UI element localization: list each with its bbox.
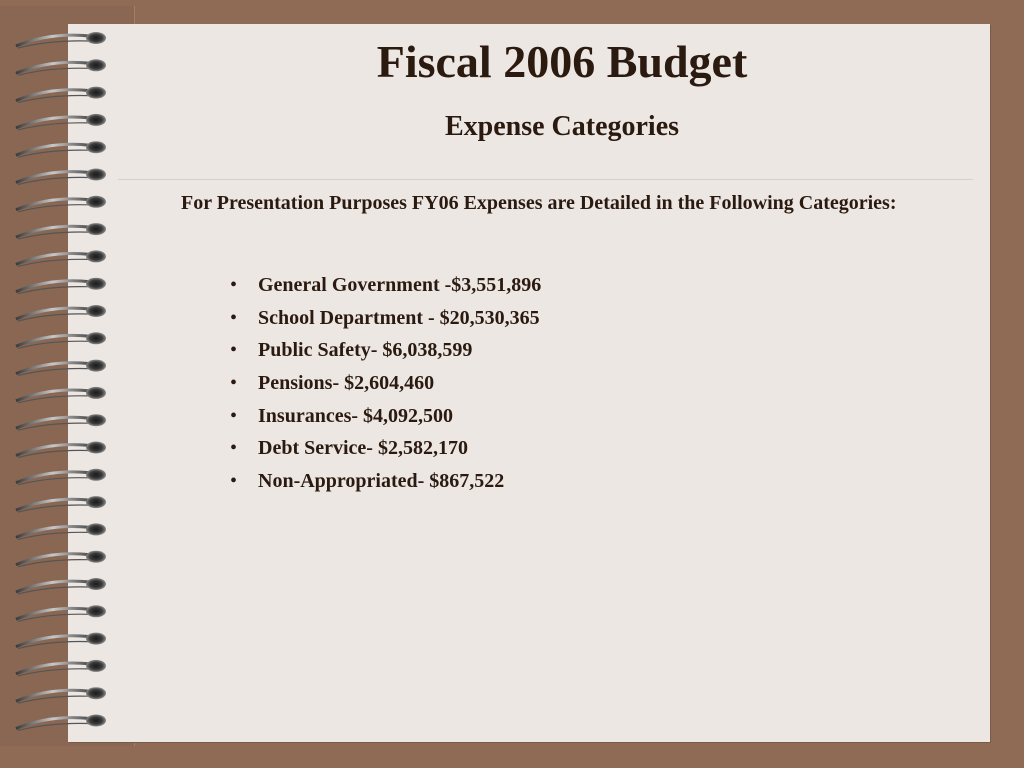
spiral-coil: [16, 87, 106, 103]
spiral-coil: [16, 442, 106, 458]
list-item-text: School Department - $20,530,365: [258, 306, 540, 329]
bullet-icon: •: [230, 372, 238, 395]
list-item-text: Pensions- $2,604,460: [258, 372, 435, 395]
spiral-coil: [16, 414, 106, 430]
spiral-coil: [16, 59, 106, 75]
spiral-coil: [16, 523, 106, 539]
slide-title: Fiscal 2006 Budget: [376, 36, 748, 87]
spiral-coil: [16, 114, 106, 130]
list-item: [230, 303, 830, 336]
spiral-coil: [16, 32, 106, 48]
list-item: [230, 335, 830, 368]
bullet-icon: •: [230, 404, 238, 427]
spiral-coil: [16, 633, 106, 649]
bullet-icon: •: [230, 437, 238, 460]
header-divider: [118, 179, 973, 180]
spiral-coil: [16, 605, 106, 621]
intro-text: For Presentation Purposes FY06 Expenses are Detailed in the Following Categories:: [181, 192, 897, 214]
list-item: [230, 401, 830, 434]
spiral-coil: [16, 578, 106, 594]
spiral-coil: [16, 169, 106, 185]
spiral-coil: [16, 660, 106, 676]
list-item-text: Non-Appropriated- $867,522: [258, 470, 505, 493]
bullet-icon: •: [230, 470, 238, 493]
spiral-coil: [16, 387, 106, 403]
spiral-coil: [16, 278, 106, 294]
spiral-binding-icon: [10, 20, 120, 750]
slide-subtitle: Expense Categories: [444, 111, 680, 142]
spiral-coil: [16, 469, 106, 485]
list-item-text: General Government -$3,551,896: [258, 274, 542, 296]
spiral-coil: [16, 360, 106, 376]
list-item: [230, 270, 830, 303]
list-item-text: Public Safety- $6,038,599: [258, 339, 473, 362]
list-item: [230, 466, 830, 499]
list-item: [230, 368, 830, 401]
spiral-coil: [16, 496, 106, 512]
bullet-icon: •: [230, 306, 238, 329]
spiral-coil: [16, 687, 106, 703]
expense-list: [230, 270, 830, 499]
bullet-icon: •: [230, 274, 238, 296]
spiral-coil: [16, 250, 106, 266]
bullet-icon: •: [230, 339, 238, 362]
spiral-coil: [16, 332, 106, 348]
spiral-coil: [16, 305, 106, 321]
spiral-coil: [16, 715, 106, 731]
list-item-text: Insurances- $4,092,500: [258, 404, 454, 427]
spiral-coil: [16, 223, 106, 239]
spiral-coil: [16, 196, 106, 212]
spiral-coil: [16, 551, 106, 567]
list-item-text: Debt Service- $2,582,170: [258, 437, 468, 460]
list-item: [230, 433, 830, 466]
spiral-coil: [16, 141, 106, 157]
